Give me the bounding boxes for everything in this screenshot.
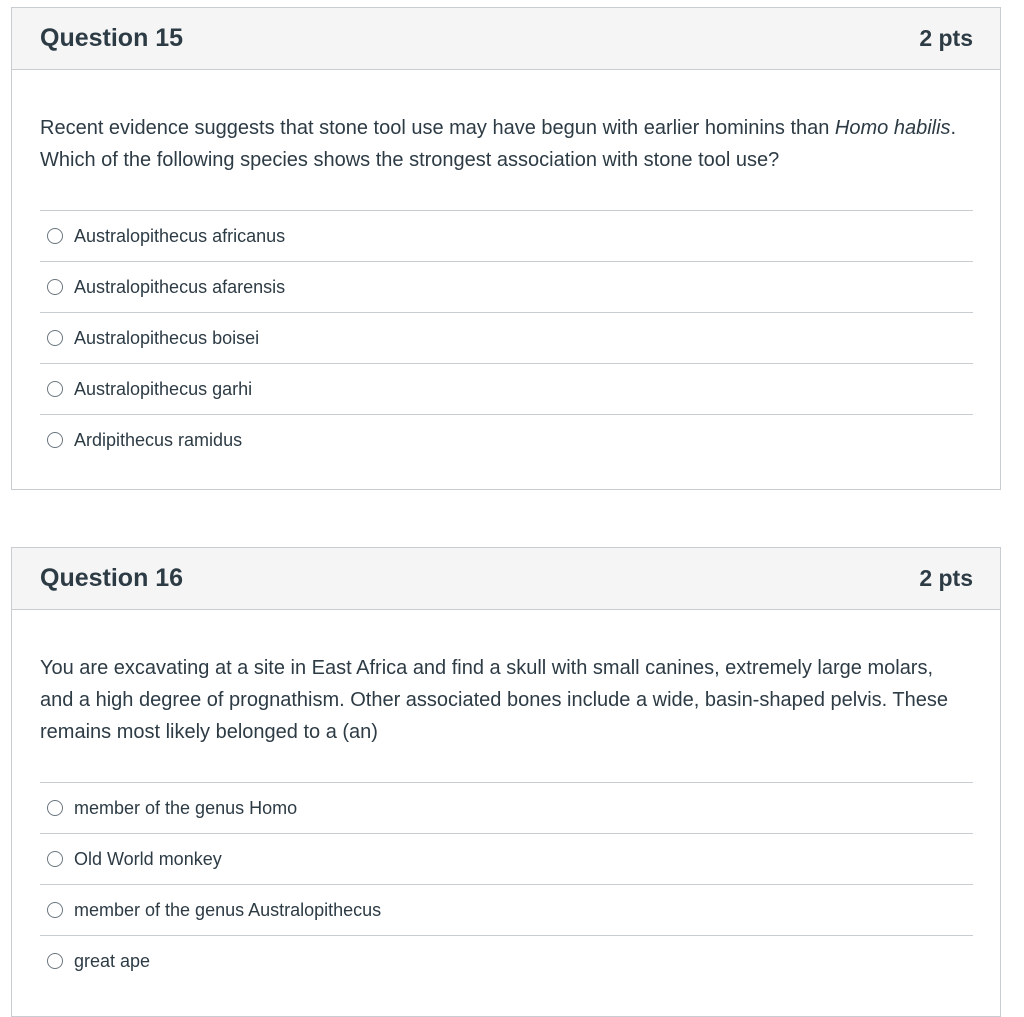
radio-button[interactable] [47,851,63,867]
radio-button[interactable] [47,228,63,244]
question-title: Question 15 [40,24,184,52]
radio-button[interactable] [47,953,63,969]
answer-option[interactable] [40,936,973,986]
question-text: You are excavating at a site in East Africa and find a skull with small canines, extremely large molars, and a high degree of prognathism. Other associated bones include a wide, basin-shaped pelvis. These remains most likely belonged to a (an) [40,657,948,743]
question-text [12,70,1000,176]
radio-button[interactable] [47,279,63,295]
question-points: 2 pts [919,565,973,591]
question-points: 2 pts [919,25,973,51]
answer-label: Ardipithecus ramidus [74,429,243,450]
answer-label: Australopithecus boisei [74,327,260,348]
radio-button[interactable] [47,432,63,448]
question-text-part: Recent evidence suggests that stone tool use may have begun with earlier hominins than [40,117,835,139]
answer-label: member of the genus Homo [74,797,298,818]
radio-button[interactable] [47,381,63,397]
answer-label: Old World monkey [74,848,222,869]
question-header [12,548,1000,610]
answer-label: Australopithecus afarensis [74,276,286,297]
radio-button[interactable] [47,330,63,346]
radio-button[interactable] [47,800,63,816]
question-title: Question 16 [40,564,184,592]
answer-option[interactable] [40,834,973,885]
question-text-part: . Which of the following species shows the strongest association with stone tool use? [40,117,957,171]
answer-list [40,782,973,986]
question-16-card [11,547,1001,1017]
answer-label: great ape [74,950,151,971]
answer-label: Australopithecus garhi [74,378,253,399]
answer-option[interactable] [40,783,973,834]
question-header [12,8,1000,70]
answer-list [40,210,973,465]
question-text-italic: Homo habilis [834,117,951,139]
answer-option[interactable] [40,262,973,313]
answer-option[interactable] [40,415,973,465]
radio-button[interactable] [47,902,63,918]
answer-label: Australopithecus africanus [74,225,286,246]
answer-option[interactable] [40,885,973,936]
answer-option[interactable] [40,211,973,262]
answer-option[interactable] [40,364,973,415]
question-15-card [11,7,1001,490]
answer-option[interactable] [40,313,973,364]
answer-label: member of the genus Australopithecus [74,899,382,920]
